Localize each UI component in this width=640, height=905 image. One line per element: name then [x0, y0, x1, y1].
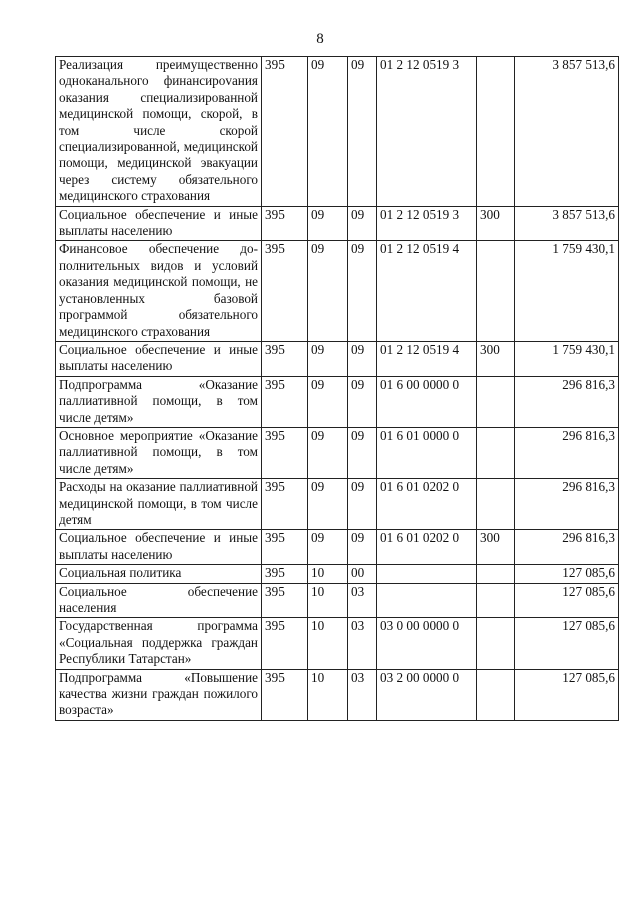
- row-expense-type-code: [477, 427, 515, 478]
- row-subsection-code: 03: [348, 583, 377, 618]
- row-expense-type-code: [477, 479, 515, 530]
- row-section-code: 09: [308, 341, 348, 376]
- row-section-code: 10: [308, 565, 348, 583]
- row-amount: 3 857 513,6: [515, 57, 619, 207]
- row-subsection-code: 03: [348, 669, 377, 720]
- table-row: [56, 583, 619, 618]
- row-department-code: 395: [262, 376, 308, 427]
- table-row: [56, 669, 619, 720]
- row-amount: 3 857 513,6: [515, 206, 619, 241]
- row-section-code: 09: [308, 479, 348, 530]
- row-target-article-code: 01 2 12 0519 4: [377, 341, 477, 376]
- row-amount: 296 816,3: [515, 427, 619, 478]
- row-department-code: 395: [262, 341, 308, 376]
- row-amount: 127 085,6: [515, 583, 619, 618]
- row-amount: 296 816,3: [515, 479, 619, 530]
- table-row: [56, 206, 619, 241]
- row-subsection-code: 09: [348, 376, 377, 427]
- row-name: Социальное обеспечение и иные выплаты населению: [56, 530, 262, 565]
- row-expense-type-code: [477, 618, 515, 669]
- row-department-code: 395: [262, 479, 308, 530]
- row-target-article-code: 01 6 01 0000 0: [377, 427, 477, 478]
- row-department-code: 395: [262, 530, 308, 565]
- row-subsection-code: 09: [348, 206, 377, 241]
- row-amount: 127 085,6: [515, 565, 619, 583]
- row-name: Финансовое обеспечение дополнительных видов и условий оказания медицинской помощи, не установленных базовой программой обязательного медицинского страхования: [56, 241, 262, 341]
- row-subsection-code: 00: [348, 565, 377, 583]
- row-name: Основное мероприятие «Оказание паллиативной помощи, в том числе детям»: [56, 427, 262, 478]
- row-amount: 1 759 430,1: [515, 241, 619, 341]
- row-name: Социальное обеспечение и иные выплаты населению: [56, 341, 262, 376]
- row-target-article-code: 01 6 01 0202 0: [377, 530, 477, 565]
- row-department-code: 395: [262, 241, 308, 341]
- row-target-article-code: [377, 565, 477, 583]
- row-subsection-code: 03: [348, 618, 377, 669]
- row-name: Государственная программа «Социальная поддержка граждан Республики Татарстан»: [56, 618, 262, 669]
- table-row: [56, 565, 619, 583]
- row-amount: 127 085,6: [515, 669, 619, 720]
- table-row: [56, 241, 619, 341]
- table-row: [56, 618, 619, 669]
- row-expense-type-code: 300: [477, 530, 515, 565]
- table-row: [56, 341, 619, 376]
- budget-table: [55, 56, 619, 721]
- row-expense-type-code: [477, 376, 515, 427]
- page-number: 8: [316, 31, 324, 47]
- row-department-code: 395: [262, 583, 308, 618]
- row-name: Подпрограмма «Оказание паллиативной помощи, в том числе детям»: [56, 376, 262, 427]
- row-amount: 296 816,3: [515, 376, 619, 427]
- row-target-article-code: 03 2 00 0000 0: [377, 669, 477, 720]
- row-subsection-code: 09: [348, 479, 377, 530]
- row-name: Социальное обеспечение населения: [56, 583, 262, 618]
- row-department-code: 395: [262, 57, 308, 207]
- row-section-code: 10: [308, 618, 348, 669]
- table-row: [56, 479, 619, 530]
- row-name: Подпрограмма «Повышение качества жизни граждан пожилого возраста»: [56, 669, 262, 720]
- table-row: [56, 530, 619, 565]
- row-expense-type-code: [477, 565, 515, 583]
- row-name: Расходы на оказание паллиативной медицинской помощи, в том числе детям: [56, 479, 262, 530]
- row-amount: 1 759 430,1: [515, 341, 619, 376]
- row-expense-type-code: [477, 583, 515, 618]
- row-expense-type-code: 300: [477, 341, 515, 376]
- table-row: [56, 57, 619, 207]
- row-subsection-code: 09: [348, 57, 377, 207]
- row-subsection-code: 09: [348, 341, 377, 376]
- row-section-code: 10: [308, 669, 348, 720]
- row-name: Социальная политика: [56, 565, 262, 583]
- row-expense-type-code: [477, 669, 515, 720]
- row-target-article-code: 03 0 00 0000 0: [377, 618, 477, 669]
- row-expense-type-code: 300: [477, 206, 515, 241]
- row-target-article-code: 01 2 12 0519 3: [377, 57, 477, 207]
- row-name: Реализация преимущественно одноканального финансироvания оказания специализированной медицинской помощи, скорой, в том числе скорой специализированной, медицинской помощи, медицинской эвакуации через систему обязательного медицинского страхования: [56, 57, 262, 207]
- row-section-code: 09: [308, 57, 348, 207]
- row-target-article-code: 01 6 00 0000 0: [377, 376, 477, 427]
- row-subsection-code: 09: [348, 241, 377, 341]
- row-department-code: 395: [262, 618, 308, 669]
- row-expense-type-code: [477, 241, 515, 341]
- row-department-code: 395: [262, 427, 308, 478]
- row-section-code: 09: [308, 241, 348, 341]
- row-target-article-code: 01 6 01 0202 0: [377, 479, 477, 530]
- row-amount: 296 816,3: [515, 530, 619, 565]
- table-row: [56, 376, 619, 427]
- table-row: [56, 427, 619, 478]
- row-department-code: 395: [262, 669, 308, 720]
- row-section-code: 09: [308, 427, 348, 478]
- row-target-article-code: [377, 583, 477, 618]
- row-subsection-code: 09: [348, 530, 377, 565]
- row-section-code: 10: [308, 583, 348, 618]
- row-department-code: 395: [262, 565, 308, 583]
- row-section-code: 09: [308, 376, 348, 427]
- row-target-article-code: 01 2 12 0519 4: [377, 241, 477, 341]
- row-section-code: 09: [308, 530, 348, 565]
- row-amount: 127 085,6: [515, 618, 619, 669]
- row-section-code: 09: [308, 206, 348, 241]
- row-target-article-code: 01 2 12 0519 3: [377, 206, 477, 241]
- row-name: Социальное обеспечение и иные выплаты населению: [56, 206, 262, 241]
- row-department-code: 395: [262, 206, 308, 241]
- row-expense-type-code: [477, 57, 515, 207]
- row-subsection-code: 09: [348, 427, 377, 478]
